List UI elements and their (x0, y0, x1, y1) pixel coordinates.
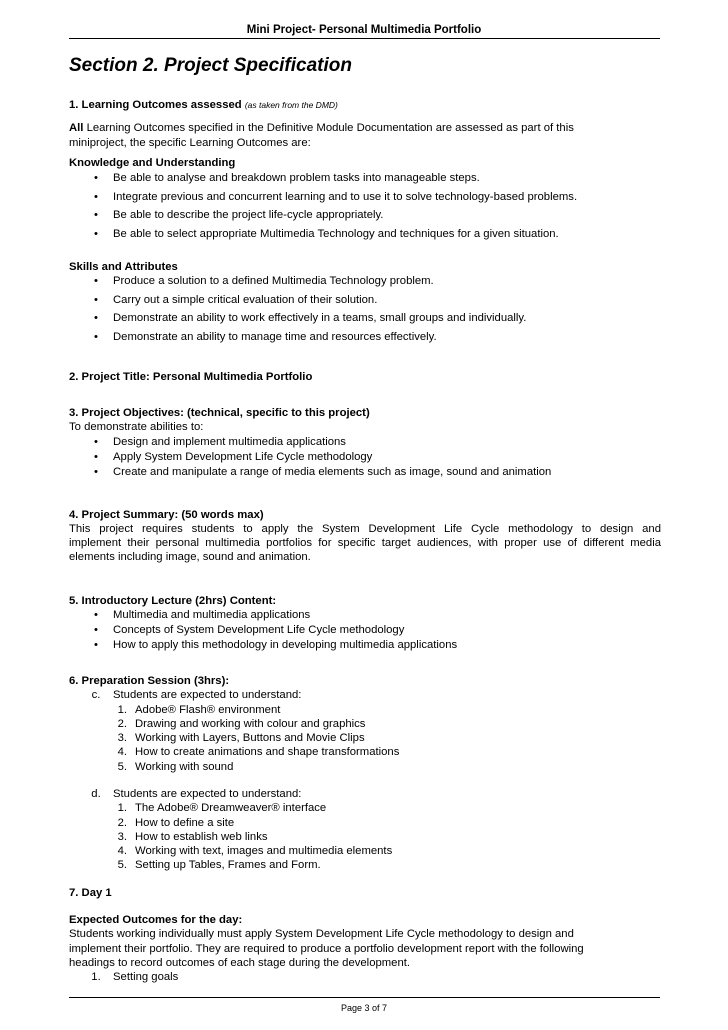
s1-heading-row (69, 99, 338, 111)
s7-list-item: Setting goals (113, 971, 179, 983)
bullet-icon: • (94, 294, 98, 306)
s1-intro-rest: Learning Outcomes specified in the Definitive Module Documentation are assessed as part of this (83, 122, 574, 134)
ku-item: Be able to analyse and breakdown problem tasks into manageable steps. (113, 172, 480, 184)
s7-outcomes-heading: Expected Outcomes for the day: (69, 914, 243, 926)
s6-d-item: The Adobe® Dreamweaver® interface (135, 802, 327, 814)
bullet-icon: • (94, 451, 98, 463)
list-number: 1. (117, 704, 127, 716)
s6-d-text: Students are expected to understand: (113, 788, 302, 800)
bullet-icon: • (94, 275, 98, 287)
s4-heading: 4. Project Summary: (50 words max) (69, 509, 264, 521)
bullet-icon: • (94, 466, 98, 478)
s3-heading: 3. Project Objectives: (technical, specific to this project) (69, 407, 370, 419)
s4-line1: This project requires students to apply the System Development Life Cycle methodology to design and (69, 523, 661, 535)
bullet-icon: • (94, 172, 98, 184)
bullet-icon: • (94, 191, 98, 203)
s2-heading: 2. Project Title: Personal Multimedia Portfolio (69, 371, 313, 383)
s4-line2: implement their personal multimedia portfolios for specific target audiences, with proper use of different media (69, 537, 661, 549)
header-rule (69, 38, 660, 39)
list-number: 5. (117, 761, 127, 773)
list-number: 3. (117, 732, 127, 744)
s3-item: Apply System Development Life Cycle methodology (113, 451, 373, 463)
s1-note: (as taken from the DMD) (244, 100, 338, 110)
s3-item: Create and manipulate a range of media elements such as image, sound and animation (113, 466, 552, 478)
s4-line3: elements including image, sound and animation. (69, 551, 311, 563)
s6-c-item: Working with Layers, Buttons and Movie Clips (135, 732, 365, 744)
section-title: Section 2. Project Specification (69, 55, 352, 76)
s1-intro-line1 (69, 122, 574, 134)
s5-item: Multimedia and multimedia applications (113, 609, 311, 621)
s3-intro: To demonstrate abilities to: (69, 421, 204, 433)
sa-item: Produce a solution to a defined Multimedia Technology problem. (113, 275, 434, 287)
ku-item: Integrate previous and concurrent learning and to use it to solve technology-based problems. (113, 191, 578, 203)
list-number: 5. (117, 859, 127, 871)
footer-rule (69, 997, 660, 998)
s7-line2: implement their portfolio. They are required to produce a portfolio development report with the following (69, 943, 584, 955)
s5-heading: 5. Introductory Lecture (2hrs) Content: (69, 595, 277, 607)
s6-c-item: Working with sound (135, 761, 234, 773)
s6-heading: 6. Preparation Session (3hrs): (69, 675, 230, 687)
page-number: Page 3 of 7 (340, 1003, 388, 1013)
s1-intro-line2: miniproject, the specific Learning Outcomes are: (69, 137, 311, 149)
ku-heading: Knowledge and Understanding (69, 157, 236, 169)
list-number: 4. (117, 845, 127, 857)
s6-d-item: How to define a site (135, 817, 235, 829)
s5-item: How to apply this methodology in developing multimedia applications (113, 639, 458, 651)
s7-heading: 7. Day 1 (69, 887, 112, 899)
sa-item: Demonstrate an ability to manage time and resources effectively. (113, 331, 437, 343)
s6-d-item: How to establish web links (135, 831, 268, 843)
s5-item: Concepts of System Development Life Cycle methodology (113, 624, 405, 636)
bullet-icon: • (94, 624, 98, 636)
list-number: 3. (117, 831, 127, 843)
s6-c-item: Drawing and working with colour and graphics (135, 718, 366, 730)
s6-c-item: How to create animations and shape transformations (135, 746, 400, 758)
bullet-icon: • (94, 209, 98, 221)
s7-line1: Students working individually must apply System Development Life Cycle methodology to design and (69, 928, 574, 940)
s6-c-item: Adobe® Flash® environment (135, 704, 281, 716)
list-number: 1. (117, 802, 127, 814)
s6-d-item: Working with text, images and multimedia elements (135, 845, 393, 857)
s1-intro-bold: All (69, 122, 84, 134)
sa-item: Demonstrate an ability to work effectively in a teams, small groups and individually. (113, 312, 527, 324)
ku-item: Be able to select appropriate Multimedia Technology and techniques for a given situation. (113, 228, 559, 240)
bullet-icon: • (94, 436, 98, 448)
ku-item: Be able to describe the project life-cycle appropriately. (113, 209, 384, 221)
s3-item: Design and implement multimedia applications (113, 436, 346, 448)
sa-item: Carry out a simple critical evaluation of their solution. (113, 294, 378, 306)
s6-d-item: Setting up Tables, Frames and Form. (135, 859, 321, 871)
sa-heading: Skills and Attributes (69, 261, 178, 273)
s1-heading: 1. Learning Outcomes assessed (69, 99, 242, 111)
s7-line3: headings to record outcomes of each stage during the development. (69, 957, 411, 969)
s6-c-label: c. (91, 689, 101, 701)
bullet-icon: • (94, 639, 98, 651)
list-number: 2. (117, 817, 127, 829)
bullet-icon: • (94, 312, 98, 324)
bullet-icon: • (94, 331, 98, 343)
s7-list-number: 1. (91, 971, 101, 983)
list-number: 4. (117, 746, 127, 758)
s6-d-label: d. (91, 788, 101, 800)
bullet-icon: • (94, 609, 98, 621)
bullet-icon: • (94, 228, 98, 240)
list-number: 2. (117, 718, 127, 730)
s6-c-text: Students are expected to understand: (113, 689, 302, 701)
running-header: Mini Project- Personal Multimedia Portfolio (246, 24, 482, 36)
